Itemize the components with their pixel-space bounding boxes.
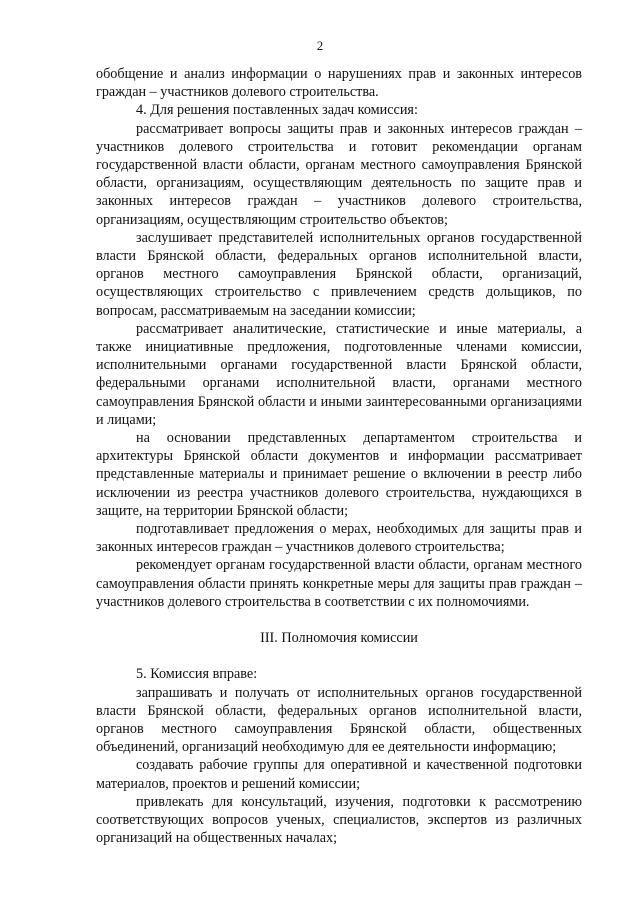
paragraph-requests-information: запрашивать и получать от исполнительных органов государственной власти Брянской области, федеральных органов исполнительной власти, органов местного самоуправления Брянской области, общественных объединений, организаций необходимую для ее деятельности информацию; <box>96 684 582 756</box>
paragraph-prepares-proposals: подготавливает предложения о мерах, необходимых для защиты прав и законных интересов граждан – участников долевого строительства; <box>96 521 582 556</box>
paragraph-registry-decision: на основании представленных департаментом строительства и архитектуры Брянской области документов и информации рассматривает представленные материалы и принимает решение о включении в реестр либо исключении из реестра участников долевого строительства, нуждающихся в защите, на территории Брянской области; <box>96 430 582 519</box>
paragraph-item-5-heading: 5. Комиссия вправе: <box>136 666 258 683</box>
paragraph-considers-rights: рассматривает вопросы защиты прав и законных интересов граждан – участников долевого строительства и готовит рекомендации органам государственной власти области, органам местного самоуправления Брянской области, организациям, осуществляющим деятельность по защите прав и законных интересов граждан – участников долевого строительства, организациям, осуществляющим строительство объектов; <box>96 120 582 228</box>
paragraph-creates-workgroups: создавать рабочие группы для оперативной и качественной подготовки материалов, проектов и решений комиссии; <box>96 757 582 792</box>
paragraph-recommends: рекомендует органам государственной власти области, органам местного самоуправления области принять конкретные меры для защиты прав граждан – участников долевого строительства в соответствии с их полномочиями. <box>96 557 582 610</box>
paragraph-considers-materials: рассматривает аналитические, статистические и иные материалы, а также инициативные предложения, подготовленные членами комиссии, исполнительными органами государственной власти Брянской области, федеральными органами исполнительной власти, органами местного самоуправления Брянской области и иными заинтересованными организациями и лицами; <box>96 320 582 428</box>
paragraph-engages-experts: привлекать для консультаций, изучения, подготовки к рассмотрению соответствующих вопросов ученых, специалистов, экспертов из различных организаций на общественных началах; <box>96 793 582 847</box>
paragraph-item-4-heading: 4. Для решения поставленных задач комиссия: <box>136 102 418 119</box>
page-number: 2 <box>316 38 324 53</box>
section-title: III. Полномочия комиссии <box>260 630 418 647</box>
paragraph-summary: обобщение и анализ информации о нарушениях прав и законных интересов граждан – участников долевого строительства. <box>96 66 582 101</box>
paragraph-hears-representatives: заслушивает представителей исполнительных органов государственной власти Брянской области, федеральных органов исполнительной власти, органов местного самоуправления Брянской области, организаций, осуществляющих строительство с привлечением средств дольщиков, по вопросам, рассматриваемым на заседании комиссии; <box>96 229 582 319</box>
